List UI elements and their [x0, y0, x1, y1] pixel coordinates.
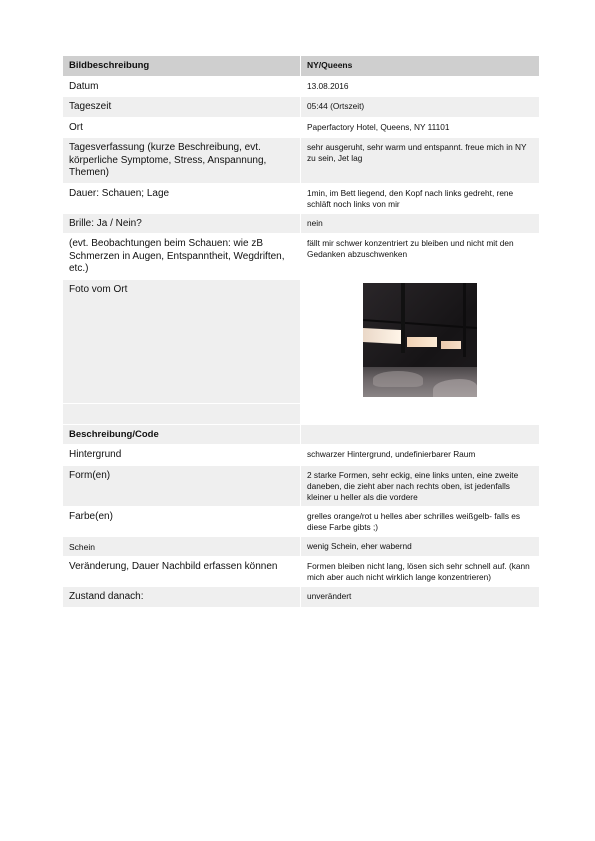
code-label-hintergrund: Hintergrund [63, 445, 301, 466]
table-row [63, 234, 539, 280]
table-row [63, 465, 539, 506]
row-label-brille: Brille: Ja / Nein? [63, 213, 301, 234]
section-title: Beschreibung/Code [63, 424, 301, 445]
table-row [63, 557, 539, 587]
code-value-schein: wenig Schein, eher wabernd [301, 536, 540, 557]
table-row [63, 536, 539, 557]
code-value-veraenderung: Formen bleiben nicht lang, lösen sich sehr schnell auf. (kann mich aber auch nicht wirklich lange konzentrieren) [301, 557, 540, 587]
table-row [63, 587, 539, 608]
header-right: NY/Queens [301, 56, 540, 76]
row-value-ort: Paperfactory Hotel, Queens, NY 11101 [301, 117, 540, 138]
table-row [63, 97, 539, 118]
row-value-datum: 13.08.2016 [301, 76, 540, 97]
row-label-foto: Foto vom Ort [63, 279, 301, 403]
row-label-ort: Ort [63, 117, 301, 138]
section-header [63, 424, 539, 445]
row-value-beobachtungen: fällt mir schwer konzentriert zu bleiben und nicht mit den Gedanken abzuschwenken [301, 234, 540, 280]
row-value-dauer: 1min, im Bett liegend, den Kopf nach links gedreht, rene schläft noch links von mir [301, 183, 540, 213]
code-value-formen: 2 starke Formen, sehr eckig, eine links unten, eine zweite daneben, die zieht aber nach rechts oben, ist jedenfalls kleiner u heller als die vordere [301, 465, 540, 506]
table-row [63, 117, 539, 138]
code-label-farben: Farbe(en) [63, 506, 301, 536]
blank-row [63, 403, 539, 424]
photo-cell [301, 279, 540, 403]
code-label-formen: Form(en) [63, 465, 301, 506]
table-row [63, 76, 539, 97]
code-value-farben: grelles orange/rot u helles aber schrilles weißgelb- falls es diese Farbe gibts ;) [301, 506, 540, 536]
code-value-hintergrund: schwarzer Hintergrund, undefinierbarer Raum [301, 445, 540, 466]
row-label-tageszeit: Tageszeit [63, 97, 301, 118]
code-label-schein: Schein [63, 536, 301, 557]
row-value-tageszeit: 05:44 (Ortszeit) [301, 97, 540, 118]
row-value-tagesverfassung: sehr ausgeruht, sehr warm und entspannt. freue mich in NY zu sein, Jet lag [301, 138, 540, 184]
table-row [63, 213, 539, 234]
row-label-beobachtungen: (evt. Beobachtungen beim Schauen: wie zB Schmerzen in Augen, Entspanntheit, Wegdriften, etc.) [63, 234, 301, 280]
table-row [63, 183, 539, 213]
table-row [63, 138, 539, 184]
row-label-datum: Datum [63, 76, 301, 97]
code-label-veraenderung: Veränderung, Dauer Nachbild erfassen können [63, 557, 301, 587]
row-value-brille: nein [301, 213, 540, 234]
code-label-zustand: Zustand danach: [63, 587, 301, 608]
table-row [63, 445, 539, 466]
header-left: Bildbeschreibung [63, 56, 301, 76]
row-label-tagesverfassung: Tagesverfassung (kurze Beschreibung, evt. körperliche Symptome, Stress, Anspannung, Themen) [63, 138, 301, 184]
table-row [63, 279, 539, 403]
code-value-zustand: unverändert [301, 587, 540, 608]
row-label-dauer: Dauer: Schauen; Lage [63, 183, 301, 213]
table-row [63, 506, 539, 536]
location-photo [363, 283, 477, 397]
observation-table [63, 56, 539, 608]
table-header [63, 56, 539, 76]
